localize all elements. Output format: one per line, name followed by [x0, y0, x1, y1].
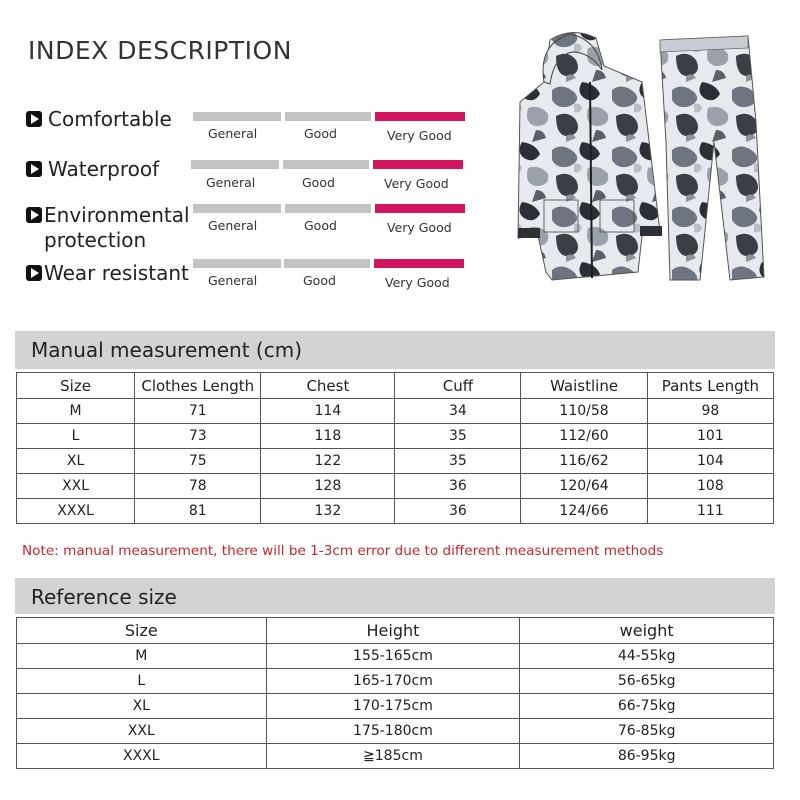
measurement-note: Note: manual measurement, there will be 1-3cm error due to different measurement methods [22, 543, 664, 559]
rating-bar-very-good [375, 204, 465, 213]
table-cell: 36 [395, 474, 521, 499]
column-header: weight [520, 618, 774, 644]
level-label: Good [304, 126, 337, 141]
table-cell: 118 [261, 424, 395, 449]
table-cell: 71 [135, 399, 261, 424]
table-cell: 132 [261, 499, 395, 524]
feature-label: Environmental [44, 203, 190, 227]
size-cell: M [17, 399, 135, 424]
table-row [17, 694, 774, 719]
measurement-heading: Manual measurement (cm) [15, 331, 775, 369]
column-header: Size [17, 618, 267, 644]
height-cell: 175-180cm [266, 719, 520, 744]
weight-cell: 44-55kg [520, 644, 774, 669]
rating-bar-good [285, 112, 371, 121]
size-cell: XL [17, 449, 135, 474]
rating-bar-general [193, 112, 281, 121]
table-row [17, 474, 774, 499]
column-header: Size [17, 373, 135, 399]
table-row [17, 744, 774, 769]
column-header: Pants Length [647, 373, 773, 399]
rating-bar-good [283, 160, 369, 169]
rating-bar-very-good [375, 112, 465, 121]
table-row [17, 399, 774, 424]
rating-bar-general [191, 160, 279, 169]
feature-wear-resistant [26, 261, 189, 286]
weight-cell: 56-65kg [520, 669, 774, 694]
column-header: Cuff [395, 373, 521, 399]
level-label: Very Good [385, 275, 450, 290]
level-label: Very Good [387, 220, 452, 235]
height-cell: 170-175cm [266, 694, 520, 719]
rating-bar-very-good [373, 160, 463, 169]
table-row [17, 449, 774, 474]
table-cell: 111 [647, 499, 773, 524]
reference-table [16, 617, 774, 769]
table-cell: 104 [647, 449, 773, 474]
table-cell: 112/60 [521, 424, 647, 449]
table-cell: 110/58 [521, 399, 647, 424]
height-cell: ≧185cm [266, 744, 520, 769]
table-cell: 78 [135, 474, 261, 499]
column-header: Chest [261, 373, 395, 399]
weight-cell: 86-95kg [520, 744, 774, 769]
level-label: Very Good [384, 176, 449, 191]
level-label: Good [304, 218, 337, 233]
play-bullet-icon [26, 161, 42, 177]
camouflage-raincoat-and-pants-image [492, 22, 792, 292]
rating-bar-general [193, 259, 281, 268]
size-cell: XXL [17, 719, 267, 744]
feature-label-line2: protection [44, 228, 147, 252]
rating-bar-good [284, 259, 370, 268]
level-label: General [208, 126, 258, 141]
table-cell: 116/62 [521, 449, 647, 474]
size-cell: XXXL [17, 499, 135, 524]
table-row [17, 499, 774, 524]
column-header: Clothes Length [135, 373, 261, 399]
table-cell: 75 [135, 449, 261, 474]
table-cell: 35 [395, 449, 521, 474]
rating-bar-general [193, 204, 281, 213]
play-bullet-icon [26, 207, 42, 223]
table-cell: 120/64 [521, 474, 647, 499]
level-label: Very Good [387, 128, 452, 143]
size-cell: XXXL [17, 744, 267, 769]
size-cell: M [17, 644, 267, 669]
table-cell: 81 [135, 499, 261, 524]
table-header-row [17, 373, 774, 399]
size-cell: XXL [17, 474, 135, 499]
measurement-table [16, 372, 774, 524]
feature-label: Comfortable [48, 107, 172, 131]
table-cell: 73 [135, 424, 261, 449]
size-cell: L [17, 669, 267, 694]
table-row [17, 424, 774, 449]
table-cell: 35 [395, 424, 521, 449]
column-header: Height [266, 618, 520, 644]
feature-comfortable [26, 107, 172, 132]
weight-cell: 66-75kg [520, 694, 774, 719]
level-label: General [206, 175, 256, 190]
table-cell: 114 [261, 399, 395, 424]
level-label: Good [302, 175, 335, 190]
table-cell: 108 [647, 474, 773, 499]
size-cell: XL [17, 694, 267, 719]
table-row [17, 669, 774, 694]
height-cell: 165-170cm [266, 669, 520, 694]
table-header-row [17, 618, 774, 644]
table-cell: 98 [647, 399, 773, 424]
table-cell: 124/66 [521, 499, 647, 524]
level-label: Good [303, 273, 336, 288]
table-cell: 101 [647, 424, 773, 449]
reference-heading: Reference size [15, 578, 775, 614]
feature-label: Waterproof [48, 157, 160, 181]
play-bullet-icon [26, 265, 42, 281]
rating-bar-good [285, 204, 371, 213]
table-cell: 34 [395, 399, 521, 424]
table-cell: 122 [261, 449, 395, 474]
column-header: Waistline [521, 373, 647, 399]
table-row [17, 644, 774, 669]
feature-environmental [26, 203, 190, 253]
play-bullet-icon [26, 111, 42, 127]
feature-waterproof [26, 157, 159, 182]
table-row [17, 719, 774, 744]
feature-label: Wear resistant [44, 261, 189, 285]
table-cell: 128 [261, 474, 395, 499]
level-label: General [208, 218, 258, 233]
rating-bar-very-good [374, 259, 464, 268]
height-cell: 155-165cm [266, 644, 520, 669]
size-cell: L [17, 424, 135, 449]
level-label: General [208, 273, 258, 288]
table-cell: 36 [395, 499, 521, 524]
weight-cell: 76-85kg [520, 719, 774, 744]
page-title: INDEX DESCRIPTION [28, 36, 292, 65]
